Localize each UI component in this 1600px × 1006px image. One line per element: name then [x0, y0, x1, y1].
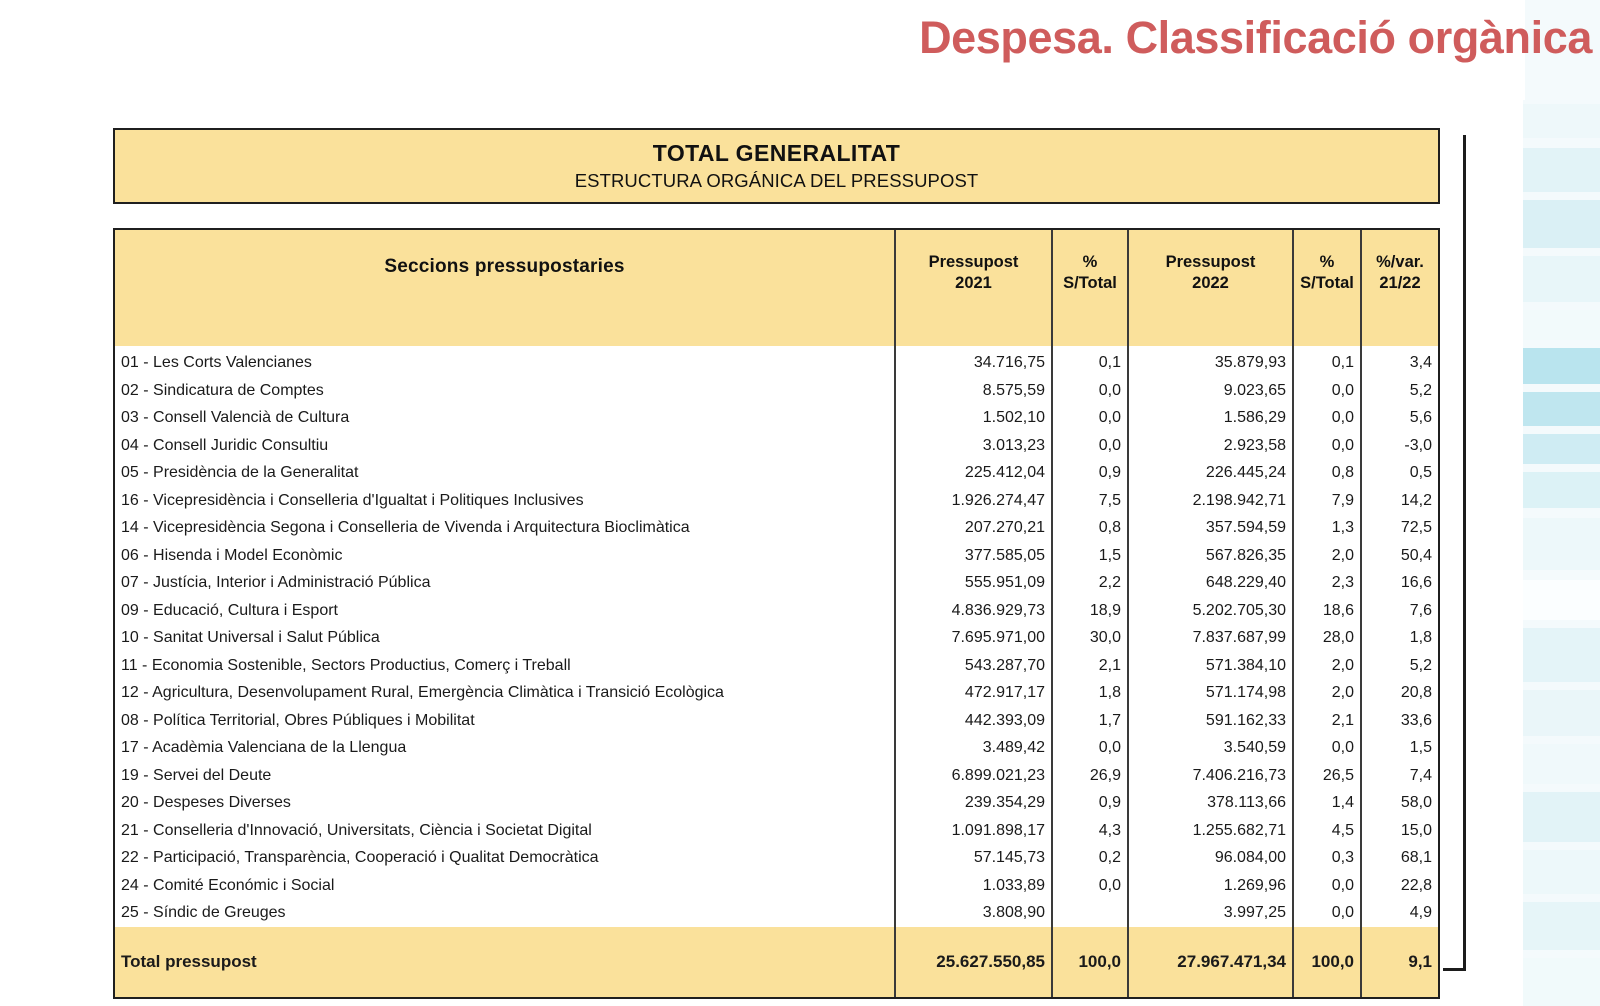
column-header-pct-total-2022 — [1293, 230, 1361, 346]
cell-budget-2022: 648.229,40 — [1128, 569, 1293, 597]
cell-pct-total-2022: 28,0 — [1293, 624, 1361, 652]
cell-section-name: 07 - Justícia, Interior i Administració Pública — [121, 574, 431, 591]
cell-pct-total-2022: 0,3 — [1293, 844, 1361, 872]
cell-section-name: 24 - Comité Económic i Social — [121, 876, 335, 894]
cell-pct-total-2021: 2,1 — [1052, 652, 1128, 680]
table-body — [115, 346, 1438, 997]
cell-section-name: 03 - Consell Valencià de Cultura — [121, 409, 350, 426]
cell-pct-total-2022: 1,3 — [1293, 514, 1361, 542]
cell-budget-2022: 591.162,33 — [1128, 707, 1293, 735]
cell-pct-total-2021: 2,2 — [1052, 569, 1128, 597]
cell-budget-2021: 1.091.898,17 — [895, 817, 1052, 845]
cell-budget-2021: 57.145,73 — [895, 844, 1052, 872]
table-row — [115, 762, 1438, 790]
total-row — [115, 943, 1438, 981]
cell-pct-variation: 15,0 — [1361, 817, 1438, 845]
cell-pct-total-2021: 1,7 — [1052, 707, 1128, 735]
cell-budget-2021: 34.716,75 — [895, 346, 1052, 377]
cell-section-name: 12 - Agricultura, Desenvolupament Rural, Emergència Climàtica i Transició Ecològica — [121, 684, 724, 701]
cell-pct-total-2021: 0,9 — [1052, 789, 1128, 817]
cell-budget-2021: 3.808,90 — [895, 899, 1052, 927]
cell-budget-2022: 571.384,10 — [1128, 652, 1293, 680]
cell-pct-total-2021: 7,5 — [1052, 487, 1128, 515]
decorative-band — [1523, 850, 1600, 894]
cell-budget-2022: 357.594,59 — [1128, 514, 1293, 542]
cell-section-name: 02 - Sindicatura de Comptes — [121, 381, 324, 399]
table-row — [115, 734, 1438, 762]
cell-pct-variation: 7,4 — [1361, 762, 1438, 790]
cell-budget-2022: 3.997,25 — [1128, 899, 1293, 927]
cell-pct-variation: 5,2 — [1361, 377, 1438, 405]
cell-pct-variation: 7,6 — [1361, 597, 1438, 625]
cell-section-name: 16 - Vicepresidència i Conselleria d'Igualtat i Politiques Inclusives — [121, 491, 584, 509]
table-row — [115, 872, 1438, 900]
cell-pct-total-2022: 0,8 — [1293, 459, 1361, 487]
cell-pct-total-2022: 0,1 — [1293, 346, 1361, 377]
page-title: Despesa. Classificació orgànica — [919, 12, 1592, 63]
cell-pct-total-2022: 2,0 — [1293, 542, 1361, 570]
table-row — [115, 404, 1438, 432]
header-row — [115, 230, 1438, 346]
total-spacer-cell — [115, 927, 895, 943]
cell-pct-total-2021: 1,5 — [1052, 542, 1128, 570]
total-spacer-cell — [1293, 927, 1361, 943]
table-row — [115, 817, 1438, 845]
cell-budget-2022: 7.837.687,99 — [1128, 624, 1293, 652]
cell-pct-total-2022: 2,3 — [1293, 569, 1361, 597]
cell-budget-2021: 4.836.929,73 — [895, 597, 1052, 625]
cell-budget-2021: 3.013,23 — [895, 432, 1052, 460]
table-row — [115, 569, 1438, 597]
table-row — [115, 597, 1438, 625]
cell-section-name: 22 - Participació, Transparència, Cooperació i Qualitat Democràtica — [121, 849, 599, 866]
header-line-2: 2021 — [955, 274, 992, 293]
cell-pct-total-2021: 4,3 — [1052, 817, 1128, 845]
total-spacer-row — [115, 927, 1438, 943]
total-spacer-cell — [1293, 981, 1361, 997]
cell-pct-total-2021: 0,0 — [1052, 734, 1128, 762]
cell-pct-variation: 20,8 — [1361, 679, 1438, 707]
column-header-sections: Seccions pressupostaries — [115, 230, 895, 346]
total-spacer-cell — [1052, 927, 1128, 943]
cell-section-name: 20 - Despeses Diverses — [121, 794, 291, 811]
cell-pct-total-2022: 0,0 — [1293, 377, 1361, 405]
cell-pct-total-2022: 2,0 — [1293, 679, 1361, 707]
cell-total-pct-total-2021: 100,0 — [1052, 943, 1128, 981]
decorative-band — [1523, 518, 1600, 570]
column-header-pct-total-2021 — [1052, 230, 1128, 346]
table-row — [115, 377, 1438, 405]
table-row — [115, 789, 1438, 817]
table-row — [115, 707, 1438, 735]
column-header-pct-variation — [1361, 230, 1438, 346]
cell-pct-total-2022: 2,0 — [1293, 652, 1361, 680]
cell-budget-2022: 1.255.682,71 — [1128, 817, 1293, 845]
cell-pct-total-2022: 0,0 — [1293, 432, 1361, 460]
decorative-band — [1523, 348, 1600, 384]
table-row — [115, 459, 1438, 487]
cell-section-name: 14 - Vicepresidència Segona i Conselleria de Vivenda i Arquitectura Bioclimàtica — [121, 519, 690, 536]
total-spacer-cell — [895, 981, 1052, 997]
banner-subtitle: ESTRUCTURA ORGÁNICA DEL PRESSUPOST — [574, 169, 979, 191]
cell-section-name: 17 - Acadèmia Valenciana de la Llengua — [121, 739, 407, 756]
cell-pct-total-2021: 30,0 — [1052, 624, 1128, 652]
header-line-2: 21/22 — [1379, 274, 1421, 293]
cell-section-name: 01 - Les Corts Valencianes — [121, 354, 312, 371]
table-row — [115, 346, 1438, 377]
cell-pct-variation: 4,9 — [1361, 899, 1438, 927]
decorative-band — [1523, 580, 1600, 620]
cell-budget-2022: 226.445,24 — [1128, 459, 1293, 487]
total-spacer-cell — [1361, 927, 1438, 943]
budget-table-container — [113, 228, 1440, 999]
table-row — [115, 899, 1438, 927]
decorative-band — [1523, 392, 1600, 426]
cell-budget-2022: 1.586,29 — [1128, 404, 1293, 432]
table-row — [115, 487, 1438, 515]
decorative-band — [1523, 902, 1600, 950]
table-banner — [113, 128, 1440, 204]
cell-pct-variation: 1,8 — [1361, 624, 1438, 652]
table-frame-right-edge — [1463, 135, 1466, 971]
table-row — [115, 514, 1438, 542]
cell-budget-2021: 8.575,59 — [895, 377, 1052, 405]
cell-section-name: 21 - Conselleria d'Innovació, Universitats, Ciència i Societat Digital — [121, 821, 592, 839]
cell-section-name: 10 - Sanitat Universal i Salut Pública — [121, 629, 380, 646]
table-head — [115, 230, 1438, 346]
cell-pct-total-2022: 0,0 — [1293, 899, 1361, 927]
cell-pct-variation: 68,1 — [1361, 844, 1438, 872]
cell-pct-variation: 33,6 — [1361, 707, 1438, 735]
cell-pct-total-2021: 0,0 — [1052, 377, 1128, 405]
decorative-band — [1523, 104, 1600, 138]
cell-pct-total-2021: 1,8 — [1052, 679, 1128, 707]
cell-section-name: 06 - Hisenda i Model Econòmic — [121, 546, 343, 564]
cell-budget-2022: 7.406.216,73 — [1128, 762, 1293, 790]
table-row — [115, 679, 1438, 707]
cell-pct-total-2021: 0,2 — [1052, 844, 1128, 872]
banner-title: TOTAL GENERALITAT — [652, 140, 901, 167]
header-line-1: % — [1082, 253, 1098, 271]
header-line-1: Pressupost — [1165, 253, 1256, 271]
cell-pct-variation: 16,6 — [1361, 569, 1438, 597]
cell-pct-total-2021: 0,0 — [1052, 872, 1128, 900]
cell-budget-2022: 3.540,59 — [1128, 734, 1293, 762]
cell-pct-variation: 58,0 — [1361, 789, 1438, 817]
header-line-2: S/Total — [1300, 274, 1354, 293]
cell-total-pct-total-2022: 100,0 — [1293, 943, 1361, 981]
cell-pct-variation: 22,8 — [1361, 872, 1438, 900]
cell-section-name: 05 - Presidència de la Generalitat — [121, 464, 359, 481]
cell-pct-variation: -3,0 — [1361, 432, 1438, 460]
cell-total-budget-2022: 27.967.471,34 — [1128, 943, 1293, 981]
total-spacer-cell — [1128, 927, 1293, 943]
cell-pct-total-2022: 0,0 — [1293, 734, 1361, 762]
cell-pct-total-2022: 1,4 — [1293, 789, 1361, 817]
cell-pct-total-2022: 7,9 — [1293, 487, 1361, 515]
cell-pct-total-2022: 0,0 — [1293, 404, 1361, 432]
cell-pct-variation: 5,6 — [1361, 404, 1438, 432]
cell-pct-total-2021: 26,9 — [1052, 762, 1128, 790]
header-line-1: % — [1319, 253, 1335, 271]
total-spacer-cell — [895, 927, 1052, 943]
decorative-band — [1523, 434, 1600, 464]
cell-budget-2022: 2.923,58 — [1128, 432, 1293, 460]
cell-budget-2022: 9.023,65 — [1128, 377, 1293, 405]
cell-budget-2021: 7.695.971,00 — [895, 624, 1052, 652]
cell-pct-total-2021: 18,9 — [1052, 597, 1128, 625]
cell-budget-2022: 96.084,00 — [1128, 844, 1293, 872]
cell-pct-total-2022: 0,0 — [1293, 872, 1361, 900]
cell-section-name: 04 - Consell Juridic Consultiu — [121, 436, 329, 454]
cell-budget-2021: 1.033,89 — [895, 872, 1052, 900]
decorative-band — [1523, 200, 1600, 248]
budget-table — [115, 230, 1438, 997]
cell-section-name: 25 - Síndic de Greuges — [121, 904, 286, 921]
total-spacer-cell — [1052, 981, 1128, 997]
cell-section-name: 08 - Política Territorial, Obres Públiques i Mobilitat — [121, 711, 475, 729]
cell-pct-total-2021: 0,1 — [1052, 346, 1128, 377]
total-spacer-row-bottom — [115, 981, 1438, 997]
cell-pct-total-2022: 4,5 — [1293, 817, 1361, 845]
total-spacer-cell — [115, 981, 895, 997]
decorative-band — [1523, 690, 1600, 736]
header-line-2: 2022 — [1192, 274, 1229, 293]
cell-budget-2022: 567.826,35 — [1128, 542, 1293, 570]
cell-section-name: 19 - Servei del Deute — [121, 766, 272, 784]
column-header-budget-2022 — [1128, 230, 1293, 346]
cell-pct-variation: 14,2 — [1361, 487, 1438, 515]
header-line-1: Pressupost — [928, 253, 1019, 271]
cell-pct-variation: 3,4 — [1361, 346, 1438, 377]
cell-section-name: 09 - Educació, Cultura i Esport — [121, 601, 338, 619]
cell-pct-total-2022: 26,5 — [1293, 762, 1361, 790]
cell-budget-2021: 1.502,10 — [895, 404, 1052, 432]
cell-section-name: 11 - Economia Sostenible, Sectors Productius, Comerç i Treball — [121, 656, 571, 674]
decorative-band — [1523, 256, 1600, 302]
table-frame-bottom-edge — [1443, 968, 1466, 971]
cell-budget-2022: 571.174,98 — [1128, 679, 1293, 707]
decorative-band — [1523, 148, 1600, 192]
column-header-budget-2021 — [895, 230, 1052, 346]
cell-pct-total-2021 — [1052, 899, 1128, 927]
cell-budget-2021: 543.287,70 — [895, 652, 1052, 680]
cell-pct-variation: 1,5 — [1361, 734, 1438, 762]
table-row — [115, 542, 1438, 570]
decorative-band — [1523, 472, 1600, 508]
header-line-2: S/Total — [1063, 274, 1117, 293]
cell-pct-total-2021: 0,9 — [1052, 459, 1128, 487]
decorative-band — [1523, 628, 1600, 682]
cell-pct-variation: 50,4 — [1361, 542, 1438, 570]
table-row — [115, 624, 1438, 652]
table-row — [115, 844, 1438, 872]
cell-total-label: Total pressupost — [115, 943, 895, 981]
total-spacer-cell — [1361, 981, 1438, 997]
cell-budget-2021: 6.899.021,23 — [895, 762, 1052, 790]
cell-budget-2021: 442.393,09 — [895, 707, 1052, 735]
cell-budget-2021: 207.270,21 — [895, 514, 1052, 542]
cell-budget-2021: 225.412,04 — [895, 459, 1052, 487]
cell-budget-2021: 377.585,05 — [895, 542, 1052, 570]
cell-budget-2021: 555.951,09 — [895, 569, 1052, 597]
header-line-1: %/var. — [1376, 253, 1424, 271]
cell-budget-2022: 2.198.942,71 — [1128, 487, 1293, 515]
cell-budget-2021: 239.354,29 — [895, 789, 1052, 817]
total-spacer-cell — [1128, 981, 1293, 997]
cell-pct-variation: 72,5 — [1361, 514, 1438, 542]
cell-budget-2022: 5.202.705,30 — [1128, 597, 1293, 625]
cell-total-pct-variation: 9,1 — [1361, 943, 1438, 981]
cell-pct-total-2021: 0,0 — [1052, 432, 1128, 460]
cell-budget-2022: 35.879,93 — [1128, 346, 1293, 377]
decorative-strip-margin — [1500, 100, 1523, 1006]
cell-budget-2022: 1.269,96 — [1128, 872, 1293, 900]
cell-pct-variation: 5,2 — [1361, 652, 1438, 680]
decorative-band — [1523, 310, 1600, 340]
cell-budget-2021: 472.917,17 — [895, 679, 1052, 707]
decorative-band — [1523, 744, 1600, 784]
cell-pct-total-2021: 0,8 — [1052, 514, 1128, 542]
decorative-band — [1523, 958, 1600, 1006]
cell-budget-2021: 1.926.274,47 — [895, 487, 1052, 515]
cell-budget-2022: 378.113,66 — [1128, 789, 1293, 817]
cell-total-budget-2021: 25.627.550,85 — [895, 943, 1052, 981]
cell-pct-total-2022: 18,6 — [1293, 597, 1361, 625]
table-row — [115, 432, 1438, 460]
cell-pct-total-2022: 2,1 — [1293, 707, 1361, 735]
cell-pct-total-2021: 0,0 — [1052, 404, 1128, 432]
cell-budget-2021: 3.489,42 — [895, 734, 1052, 762]
cell-pct-variation: 0,5 — [1361, 459, 1438, 487]
table-row — [115, 652, 1438, 680]
decorative-band — [1523, 792, 1600, 842]
